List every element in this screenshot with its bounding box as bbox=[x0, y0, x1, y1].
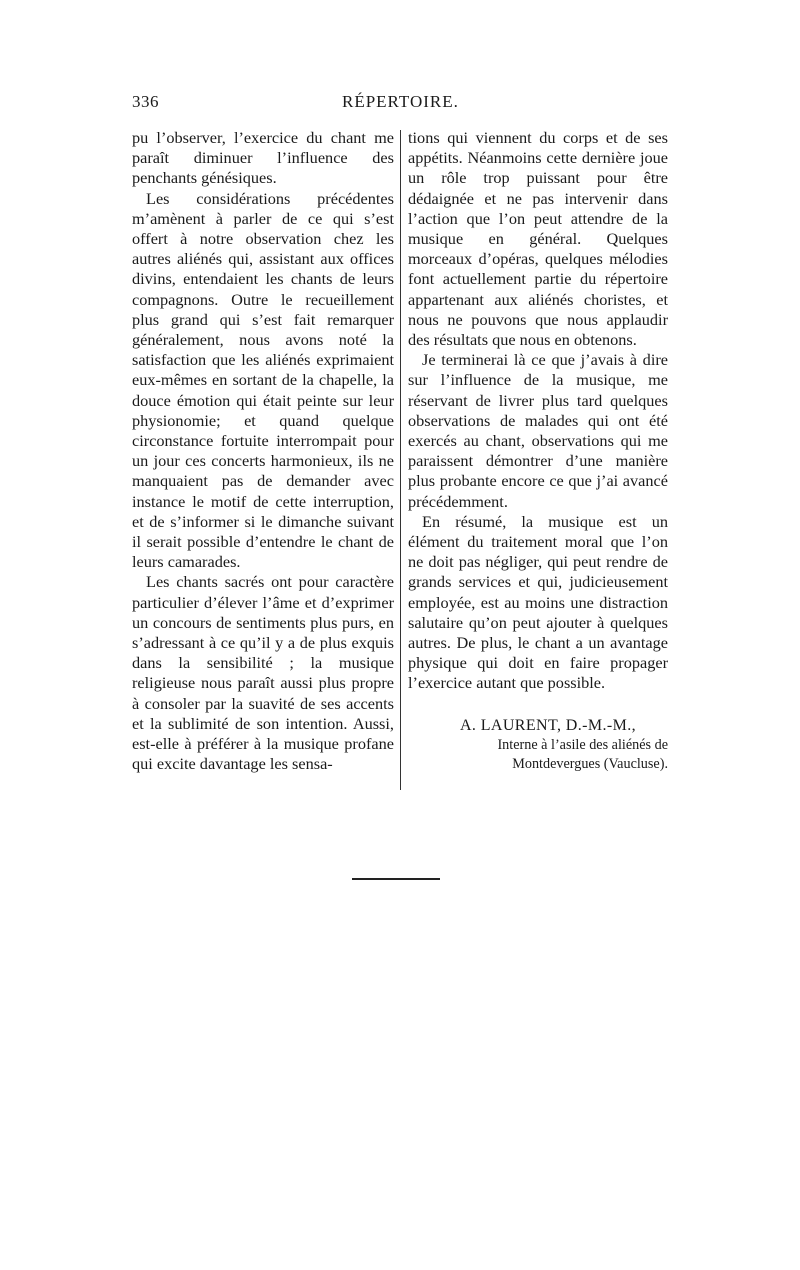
left-paragraph-2: Les considérations précédentes m’amènent à parler de ce qui s’est offert à notre observation chez les autres aliénés qui, assistant aux offices divins, entendaient les chants de leurs compagnons. Outre le recueillement plus grand qui s’est fait remarquer généralement, nous avons noté la satisfaction que les aliénés exprimaient eux-mêmes en sortant de la chapelle, la douce émotion qui était peinte sur leur physionomie; et quand quelque circonstance fortuite interrompait pour un jour ces concerts harmonieux, ils ne manquaient pas de demander avec instance le motif de cette interruption, et de s’informer si le dimanche suivant il serait possible d’entendre le chant de leurs camarades. bbox=[132, 188, 394, 572]
right-column bbox=[408, 128, 668, 774]
right-paragraph-3: En résumé, la musique est un élément du traitement moral que l’on ne doit pas négliger, qui peut rendre de grands services et qui, judicieusement employée, est au moins une distraction salutaire qu’on peut ajouter à quelques autres. De plus, le chant a un avantage physique qui doit en faire propager l’exercice autant que possible. bbox=[408, 511, 668, 693]
running-title: RÉPERTOIRE. bbox=[342, 92, 459, 111]
left-paragraph-3: Les chants sacrés ont pour caractère particulier d’élever l’âme et d’exprimer un concours de sentiments plus purs, en s’adressant à ce qu’il y a de plus exquis dans la sensibilité ; la musique religieuse nous paraît aussi plus propre à consoler par la suavité de ses accents et la sublimité de son intention. Aussi, est-elle à préférer à la musique profane qui excite davantage les sensa- bbox=[132, 572, 394, 774]
author-affiliation-line-1: Interne à l’asile des aliénés de bbox=[497, 736, 668, 753]
column-divider bbox=[400, 130, 401, 790]
left-paragraph-1: pu l’observer, l’exercice du chant me paraît diminuer l’influence des penchants génésiques. bbox=[132, 128, 394, 188]
left-column bbox=[132, 128, 394, 775]
author-name: A. LAURENT, D.-M.-M., bbox=[459, 716, 637, 734]
page-number: 336 bbox=[132, 92, 159, 111]
end-rule bbox=[352, 878, 440, 880]
author-affiliation-line-2: Montdevergues (Vaucluse). bbox=[512, 755, 668, 772]
page-header bbox=[132, 92, 664, 116]
right-paragraph-1: tions qui viennent du corps et de ses appétits. Néanmoins cette dernière joue un rôle trop puissant pour être dédaignée et ne pas intervenir dans l’action que l’on peut attendre de la musique en général. Quelques morceaux d’opéras, quelques mélodies font actuellement partie du répertoire appartenant aux aliénés choristes, et nous ne pouvons que nous applaudir des résultats que nous en obtenons. bbox=[408, 128, 668, 350]
author-signature bbox=[408, 716, 668, 774]
right-paragraph-2: Je terminerai là ce que j’avais à dire sur l’influence de la musique, me réservant de livrer plus tard quelques observations de malades qui ont été exercés au chant, observations qui me paraissent démontrer d’une manière plus probante encore ce que j’ai avancé précédemment. bbox=[408, 350, 668, 511]
